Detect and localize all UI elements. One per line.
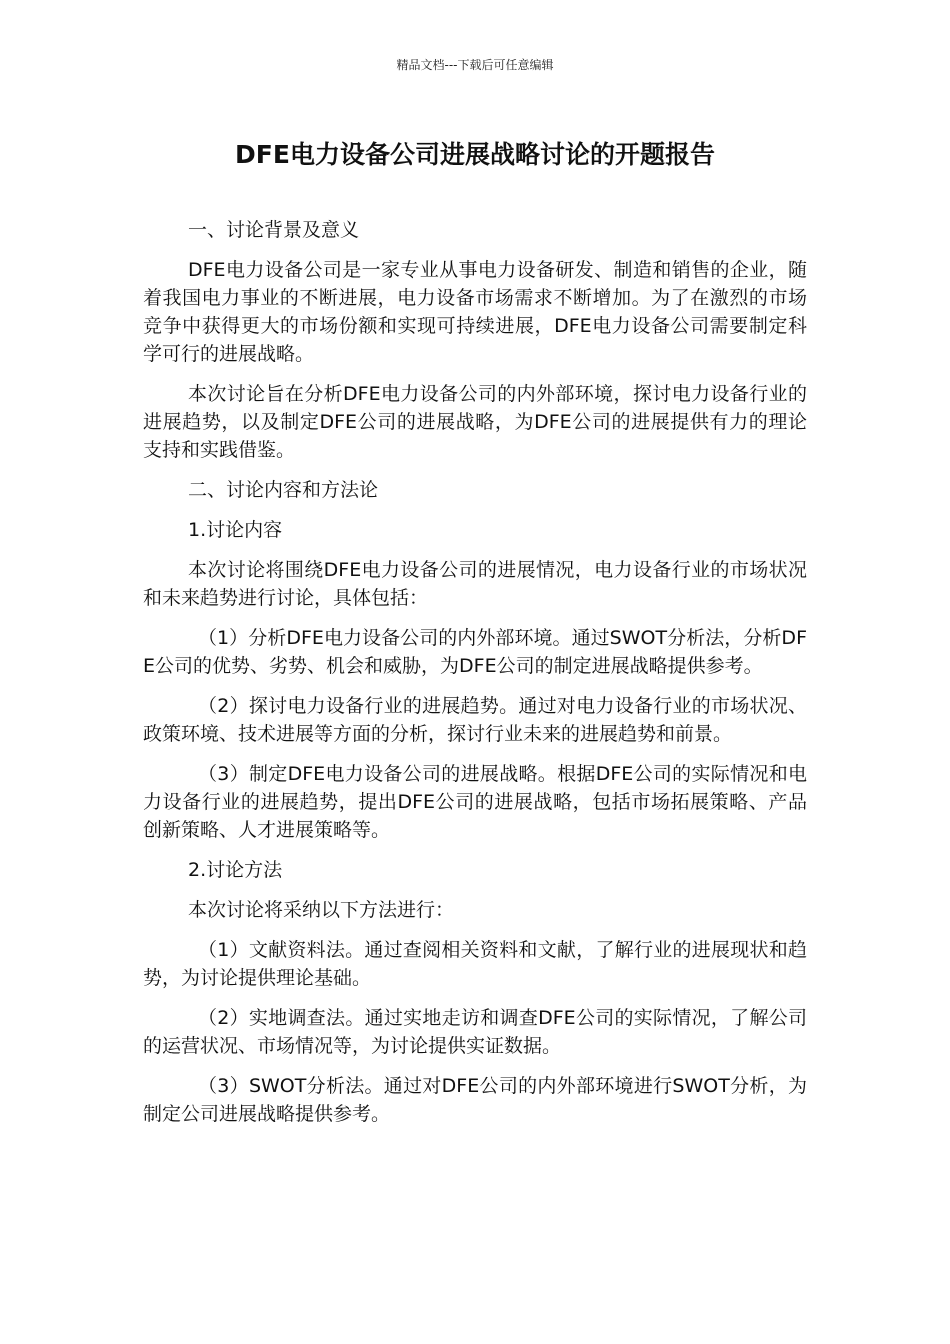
list-item-content-2: （2）探讨电力设备行业的进展趋势。通过对电力设备行业的市场状况、政策环境、技术进展等方面的分析，探讨行业未来的进展趋势和前景。 — [143, 695, 807, 745]
subheading-content: 1.讨论内容 — [188, 519, 283, 541]
page-header: 精品文档---下载后可任意编辑 — [396, 58, 554, 72]
paragraph-method-intro: 本次讨论将采纳以下方法进行： — [188, 899, 455, 921]
list-item-content-1: （1）分析DFE电力设备公司的内外部环境。通过SWOT分析法，分析DFE公司的优势、劣势、机会和威胁，为DFE公司的制定进展战略提供参考。 — [143, 627, 807, 677]
list-item-content-3: （3）制定DFE电力设备公司的进展战略。根据DFE公司的实际情况和电力设备行业的进展趋势，提出DFE公司的进展战略，包括市场拓展策略、产品创新策略、人才进展策略等。 — [143, 763, 807, 841]
list-item-method-2: （2）实地调查法。通过实地走访和调查DFE公司的实际情况，了解公司的运营状况、市场情况等，为讨论提供实证数据。 — [143, 1007, 807, 1057]
paragraph-study-purpose: 本次讨论旨在分析DFE电力设备公司的内外部环境，探讨电力设备行业的进展趋势，以及制定DFE公司的进展战略，为DFE公司的进展提供有力的理论支持和实践借鉴。 — [143, 383, 807, 461]
subheading-method: 2.讨论方法 — [188, 859, 283, 881]
section-heading-background: 一、讨论背景及意义 — [188, 219, 360, 241]
paragraph-content-intro: 本次讨论将围绕DFE电力设备公司的进展情况，电力设备行业的市场状况和未来趋势进行讨论，具体包括： — [143, 559, 807, 609]
document-body — [143, 216, 807, 1140]
document-title: DFE电力设备公司进展战略讨论的开题报告 — [235, 140, 715, 169]
list-item-method-3: （3）SWOT分析法。通过对DFE公司的内外部环境进行SWOT分析，为制定公司进展战略提供参考。 — [143, 1075, 807, 1125]
section-heading-content-method: 二、讨论内容和方法论 — [188, 479, 379, 501]
paragraph-company-intro: DFE电力设备公司是一家专业从事电力设备研发、制造和销售的企业，随着我国电力事业的不断进展，电力设备市场需求不断增加。为了在激烈的市场竞争中获得更大的市场份额和实现可持续进展，DFE电力设备公司需要制定科学可行的进展战略。 — [143, 259, 807, 365]
list-item-method-1: （1）文献资料法。通过查阅相关资料和文献，了解行业的进展现状和趋势，为讨论提供理论基础。 — [143, 939, 807, 989]
